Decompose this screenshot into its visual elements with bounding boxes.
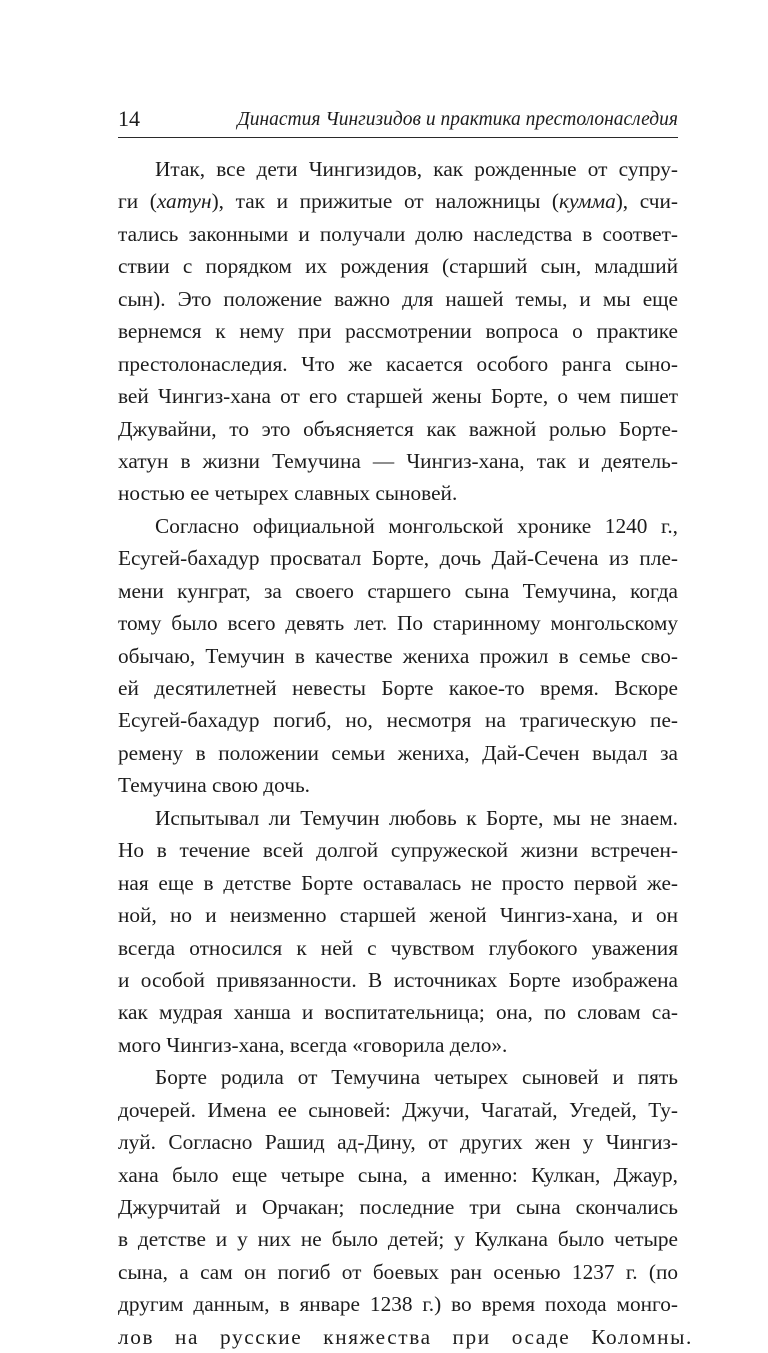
text-run: мого Чингиз-хана, всегда «говорила дело». [118, 1032, 508, 1057]
text-run: ной, но и неизменно старшей женой Чингиз-хана, и он [118, 903, 678, 928]
text-run: Темучина свою дочь. [118, 773, 310, 798]
text-line [118, 1094, 678, 1126]
text-line [118, 964, 678, 996]
text-run: ствии с порядком их рождения (старший сын, младший [118, 254, 678, 279]
text-run: ей десятилетней невесты Борте какое-то время. Вскоре [118, 676, 678, 700]
text-line [118, 1159, 678, 1191]
text-line [118, 477, 678, 509]
paragraph [118, 510, 678, 802]
text-line [118, 867, 678, 899]
text-line [118, 802, 678, 834]
text-line [118, 250, 678, 282]
text-run: хана было еще четыре сына, а именно: Кулкан, Джаур, [118, 1162, 678, 1187]
text-line [118, 640, 678, 672]
text-run: хатун в жизни Темучина — Чингиз-хана, так и деятель- [118, 448, 678, 473]
paragraph [118, 802, 678, 1062]
text-run: ностью ее четырех славных сыновей. [118, 481, 458, 506]
text-line [118, 769, 678, 801]
text-line [118, 672, 678, 704]
text-run: другим данным, в январе 1238 г.) во время похода монго- [118, 1292, 678, 1317]
text-line [118, 1256, 678, 1288]
text-run: тому было всего девять лет. По старинному монгольскому [118, 611, 678, 636]
text-run: мени кунграт, за своего старшего сына Темучина, когда [118, 578, 678, 603]
text-line [118, 1288, 678, 1320]
text-line [118, 153, 678, 185]
running-head: Династия Чингизидов и практика престолонаследия [237, 109, 678, 130]
text-line [118, 1223, 678, 1255]
text-line [118, 218, 678, 250]
text-run: престолонаследия. Что же касается особого ранга сыно- [118, 351, 678, 376]
text-line [118, 932, 678, 964]
text-run: вернемся к нему при рассмотрении вопроса о практике [118, 319, 678, 344]
paragraph [118, 1061, 693, 1353]
text-line [118, 445, 678, 477]
text-run: Джурчитай и Орчакан; последние три сына скончались [118, 1195, 678, 1219]
text-run: и особой привязанности. В источниках Борте изображена [118, 967, 678, 992]
text-line [118, 834, 678, 866]
text-run: сына, а сам он погиб от боевых ран осенью 1237 г. (по [118, 1259, 678, 1284]
text-line [118, 380, 678, 412]
text-run: дочерей. Имена ее сыновей: Джучи, Чагатай, Угедей, Ту- [118, 1097, 678, 1122]
text-line [118, 413, 678, 445]
text-body [118, 153, 693, 1353]
text-run: Борте родила от Темучина четырех сыновей и пять [155, 1065, 678, 1090]
text-line [118, 1191, 678, 1223]
text-run: луй. Согласно Рашид ад-Дину, от других жен у Чингиз- [118, 1130, 678, 1155]
text-line [118, 575, 678, 607]
text-run: всегда относился к ней с чувством глубокого уважения [118, 935, 678, 960]
text-line [118, 704, 678, 736]
page-number: 14 [118, 106, 140, 131]
text-run: Есугей-бахадур погиб, но, несмотря на трагическую пе- [118, 708, 678, 733]
text-run: ), счи- [615, 189, 679, 214]
header-rule [118, 137, 678, 138]
text-line [118, 542, 678, 574]
text-run: Испытывал ли Темучин любовь к Борте, мы не знаем. [155, 805, 678, 830]
text-line [118, 899, 678, 931]
text-run: ), так и прижитые от наложницы ( [211, 189, 559, 214]
text-line [118, 996, 678, 1028]
text-run: лов на русские княжества при осаде Коломны. [118, 1324, 693, 1349]
text-run: Джувайни, то это объясняется как важной ролью Борте- [118, 416, 678, 441]
italic-term: кумма [559, 189, 616, 214]
italic-term: хатун [156, 189, 212, 214]
text-line [118, 348, 678, 380]
text-run: в детстве и у них не было детей; у Кулкана было четыре [118, 1227, 678, 1252]
text-line [118, 315, 678, 347]
text-run: как мудрая ханша и воспитательница; она, по словам са- [118, 1000, 678, 1025]
text-line [118, 283, 678, 315]
text-line [118, 1029, 678, 1061]
text-run: ремену в положении семьи жениха, Дай-Сечен выдал за [118, 740, 678, 765]
text-run: Согласно официальной монгольской хронике 1240 г., [155, 513, 678, 538]
text-line [118, 607, 678, 639]
text-line [118, 1126, 678, 1158]
text-line [118, 737, 678, 769]
text-line [118, 1321, 693, 1353]
page-header [118, 104, 678, 138]
text-line [118, 185, 678, 217]
paragraph [118, 153, 678, 510]
text-run: ги ( [118, 189, 157, 214]
text-line [118, 510, 678, 542]
text-run: ная еще в детстве Борте оставалась не просто первой же- [118, 870, 678, 895]
text-run: сын). Это положение важно для нашей темы, и мы еще [118, 286, 678, 311]
text-run: тались законными и получали долю наследства в соответ- [118, 221, 678, 246]
text-run: Итак, все дети Чингизидов, как рожденные от супру- [155, 157, 678, 181]
text-run: вей Чингиз-хана от его старшей жены Борте, о чем пишет [118, 384, 678, 409]
text-run: обычаю, Темучин в качестве жениха прожил в семье сво- [118, 643, 678, 668]
text-run: Но в течение всей долгой супружеской жизни встречен- [118, 838, 678, 863]
text-line [118, 1061, 678, 1093]
text-run: Есугей-бахадур просватал Борте, дочь Дай-Сечена из пле- [118, 546, 678, 571]
